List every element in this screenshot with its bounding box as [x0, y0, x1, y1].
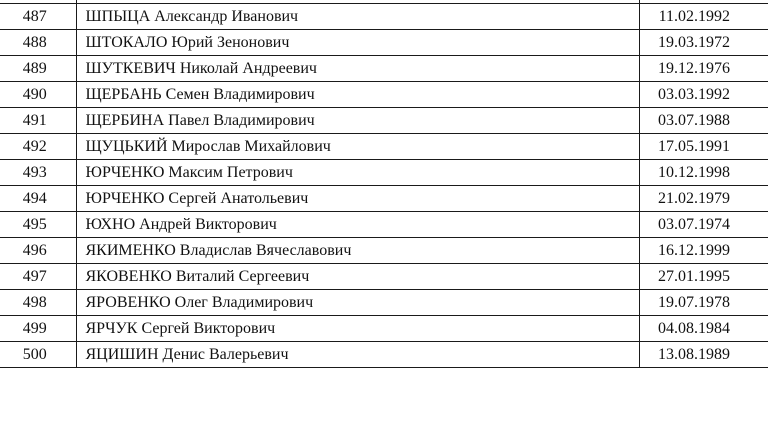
table-row: [0, 30, 768, 56]
row-birth-date: 10.12.1998: [639, 160, 768, 186]
row-full-name: ЯКОВЕНКО Виталий Сергеевич: [76, 264, 639, 290]
row-full-name: ЩУЦЬКИЙ Мирослав Михайлович: [76, 134, 639, 160]
row-birth-date: 27.01.1995: [639, 264, 768, 290]
row-birth-date: 03.07.1988: [639, 108, 768, 134]
table-row: [0, 160, 768, 186]
table-row: [0, 134, 768, 160]
row-full-name: ЮРЧЕНКО Максим Петрович: [76, 160, 639, 186]
row-birth-date: 03.07.1974: [639, 212, 768, 238]
row-number: 489: [0, 56, 76, 82]
table-row: [0, 212, 768, 238]
row-full-name: ЯЦИШИН Денис Валерьевич: [76, 342, 639, 368]
row-number: 491: [0, 108, 76, 134]
row-birth-date: 19.03.1972: [639, 30, 768, 56]
row-birth-date: 04.08.1984: [639, 316, 768, 342]
row-birth-date: 19.12.1976: [639, 56, 768, 82]
table-row: [0, 264, 768, 290]
table-row: [0, 56, 768, 82]
row-number: 487: [0, 4, 76, 30]
row-birth-date: 11.02.1992: [639, 4, 768, 30]
row-birth-date: 03.03.1992: [639, 82, 768, 108]
row-full-name: ЮХНО Андрей Викторович: [76, 212, 639, 238]
row-number: 492: [0, 134, 76, 160]
row-number: 500: [0, 342, 76, 368]
row-full-name: ЮРЧЕНКО Сергей Анатольевич: [76, 186, 639, 212]
row-number: 495: [0, 212, 76, 238]
row-full-name: ЯРЧУК Сергей Викторович: [76, 316, 639, 342]
row-full-name: ЩЕРБАНЬ Семен Владимирович: [76, 82, 639, 108]
row-birth-date: 19.07.1978: [639, 290, 768, 316]
row-number: 490: [0, 82, 76, 108]
row-number: 497: [0, 264, 76, 290]
table-row: [0, 186, 768, 212]
table-row: [0, 4, 768, 30]
table-row: [0, 238, 768, 264]
table-row: [0, 290, 768, 316]
row-number: 488: [0, 30, 76, 56]
table-row: [0, 316, 768, 342]
row-full-name: ШПЫЦА Александр Иванович: [76, 4, 639, 30]
row-number: 493: [0, 160, 76, 186]
row-birth-date: 13.08.1989: [639, 342, 768, 368]
row-full-name: ЩЕРБИНА Павел Владимирович: [76, 108, 639, 134]
row-number: 499: [0, 316, 76, 342]
table-row: [0, 108, 768, 134]
table-row: [0, 342, 768, 368]
row-full-name: ЯРОВЕНКО Олег Владимирович: [76, 290, 639, 316]
table-row: [0, 82, 768, 108]
row-full-name: ЯКИМЕНКО Владислав Вячеславович: [76, 238, 639, 264]
row-number: 498: [0, 290, 76, 316]
row-number: 494: [0, 186, 76, 212]
row-birth-date: 16.12.1999: [639, 238, 768, 264]
row-full-name: ШТОКАЛО Юрий Зенонович: [76, 30, 639, 56]
row-number: 496: [0, 238, 76, 264]
row-full-name: ШУТКЕВИЧ Николай Андреевич: [76, 56, 639, 82]
row-birth-date: 17.05.1991: [639, 134, 768, 160]
row-birth-date: 21.02.1979: [639, 186, 768, 212]
